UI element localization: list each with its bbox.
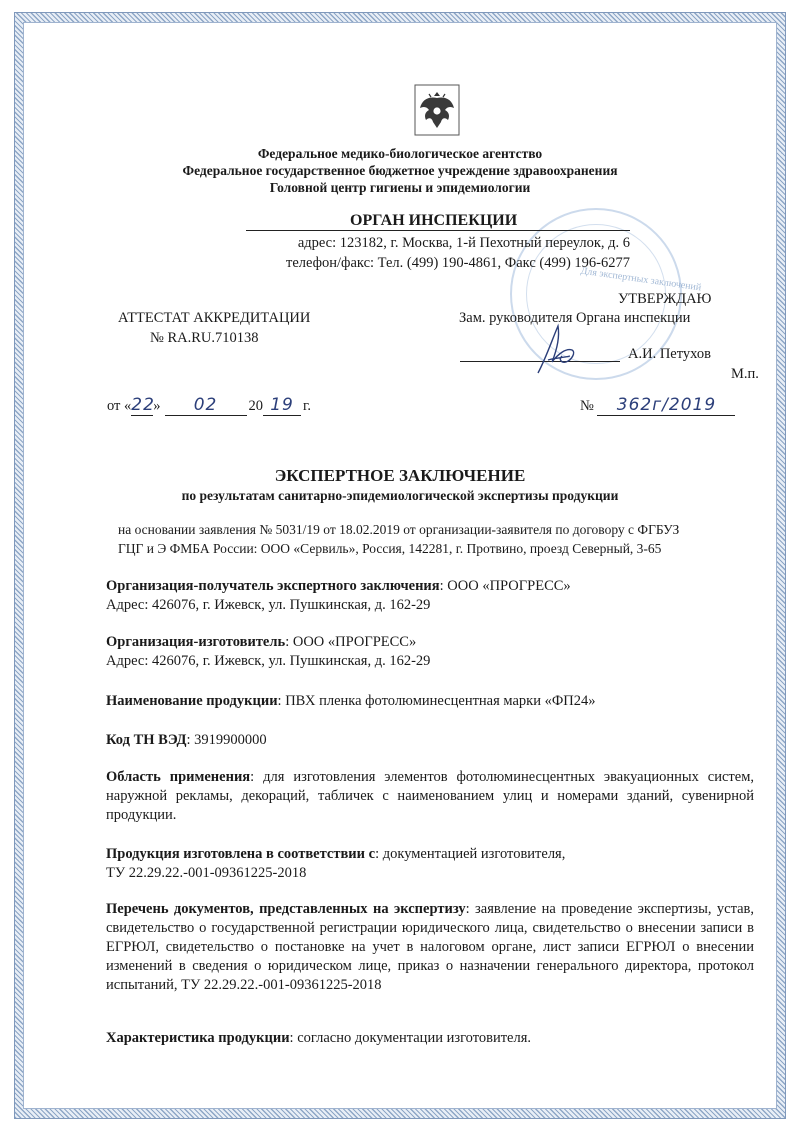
scope-label: Область применения xyxy=(106,769,251,785)
scope-value: : для изготовления элементов фотолюминесцентных эвакуационных систем, наружной рекламы, декораций, табличек с наименованием улиц и номерами зданий, сувенирной продукции. xyxy=(106,769,754,823)
date-month: 02 xyxy=(165,395,247,416)
center-name: Головной центр гигиены и эпидемиологии xyxy=(269,180,531,195)
characteristics-section xyxy=(106,1029,754,1048)
documents-value: : заявление на проведение экспертизы, устав, свидетельство о государственной регистрации юридического лица, свидетельство о внесении записи в ЕГРЮЛ, свидетельство о постановке на учет в налоговом органе, лист записи ЕГРЮЛ о внесении изменений в сведения о юридическом лице, приказ о назначении генерального директора, протокол испытаний, ТУ 22.29.22.-001-09361225-2018 xyxy=(106,901,754,993)
approval-position: Зам. руководителя Органа инспекции xyxy=(459,310,691,326)
recipient-value: : ООО «ПРОГРЕСС» xyxy=(439,578,571,594)
inspection-address: адрес: 123182, г. Москва, 1-й Пехотный переулок, д. 6 xyxy=(297,235,630,251)
handwritten-signature xyxy=(528,318,588,378)
inspection-title: ОРГАН ИНСПЕКЦИИ xyxy=(350,212,518,229)
made-section xyxy=(106,845,754,883)
documents-label: Перечень документов, представленных на экспертизу xyxy=(106,901,466,917)
seal-place-label: М.п. xyxy=(731,366,759,382)
manufacturer-value: : ООО «ПРОГРЕСС» xyxy=(285,634,417,650)
date-day: 22 xyxy=(131,395,155,415)
date-suffix: г. xyxy=(303,398,311,414)
approval-title: УТВЕРЖДАЮ xyxy=(618,291,712,307)
made-value: : документацией изготовителя, xyxy=(375,846,566,862)
date-year: 19 xyxy=(263,395,301,416)
accreditation-number: № RA.RU.710138 xyxy=(150,330,259,346)
product-value: : ПВХ пленка фотолюминесцентная марки «ФП24» xyxy=(277,693,596,709)
reg-number-value: 362г/2019 xyxy=(597,395,735,416)
recipient-section xyxy=(106,577,754,615)
reg-number-label: № xyxy=(580,398,594,414)
manufacturer-address: Адрес: 426076, г. Ижевск, ул. Пушкинская, д. 162-29 xyxy=(106,653,431,669)
registration-number xyxy=(580,395,735,416)
date-year-prefix: 20 xyxy=(248,398,264,414)
scope-section xyxy=(106,768,754,825)
inspection-phone: телефон/факс: Тел. (499) 190-4861, Факс (499) 196-6277 xyxy=(286,255,630,271)
product-section xyxy=(106,692,754,711)
approver-name: А.И. Петухов xyxy=(628,346,711,362)
code-section xyxy=(106,731,754,750)
accreditation-title: АТТЕСТАТ АККРЕДИТАЦИИ xyxy=(118,310,311,326)
date-prefix: от « xyxy=(107,398,132,414)
recipient-address: Адрес: 426076, г. Ижевск, ул. Пушкинская, д. 162-29 xyxy=(106,597,431,613)
recipient-label: Организация-получатель экспертного заключения xyxy=(106,578,440,594)
made-standard: ТУ 22.29.22.-001-09361225-2018 xyxy=(106,865,307,881)
date-mid: » xyxy=(153,398,161,414)
coat-of-arms-icon xyxy=(414,84,460,136)
manufacturer-label: Организация-изготовитель xyxy=(106,634,286,650)
documents-section xyxy=(106,900,754,995)
institution-name: Федеральное государственное бюджетное учреждение здравоохранения xyxy=(182,163,618,178)
characteristics-value: : согласно документации изготовителя. xyxy=(289,1030,532,1046)
basis-line-2: ГЦГ и Э ФМБА России: ООО «Сервиль», Россия, 142281, г. Протвино, проезд Северный, 3-65 xyxy=(118,541,662,556)
stamp-text: Для экспертных заключений xyxy=(579,265,702,294)
manufacturer-section xyxy=(106,633,754,671)
product-label: Наименование продукции xyxy=(106,693,278,709)
document-subtitle: по результатам санитарно-эпидемиологической экспертизы продукции xyxy=(181,488,619,503)
code-label: Код ТН ВЭД xyxy=(106,732,187,748)
basis-line-1: на основании заявления № 5031/19 от 18.02.2019 от организации-заявителя по договору с ФГБУЗ xyxy=(118,522,680,537)
document-title: ЭКСПЕРТНОЕ ЗАКЛЮЧЕНИЕ xyxy=(274,466,526,485)
made-label: Продукция изготовлена в соответствии с xyxy=(106,846,376,862)
characteristics-label: Характеристика продукции xyxy=(106,1030,290,1046)
title-underline xyxy=(246,230,630,231)
code-value: : 3919900000 xyxy=(186,732,267,748)
agency-name: Федеральное медико-биологическое агентство xyxy=(257,146,543,161)
issue-date xyxy=(107,395,311,416)
